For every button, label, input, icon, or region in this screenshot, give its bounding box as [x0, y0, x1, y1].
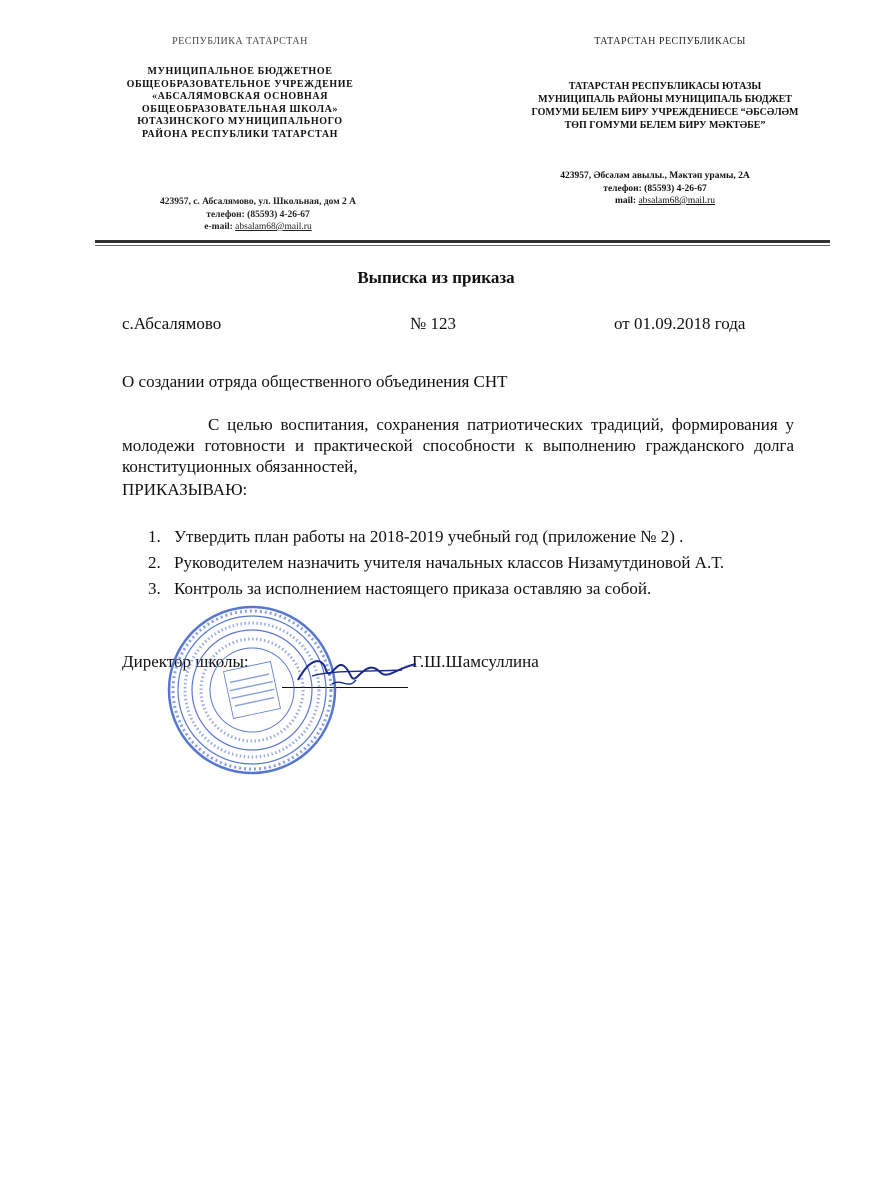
header-left-org [90, 66, 390, 141]
document-subject: О создании отряда общественного объединения СНТ [122, 372, 508, 391]
header-left-email-label: e-mail: [204, 222, 233, 232]
header-right-republic: ТАТАРСТАН РЕСПУБЛИКАСЫ [594, 36, 746, 47]
document-preamble: С целью воспитания, сохранения патриотических традиций, формирования у молодежи готовности и практической способности к выполнению гражданского долга конституционных обязанностей, [122, 415, 794, 476]
header-left-contacts [118, 196, 398, 234]
order-word: ПРИКАЗЫВАЮ: [122, 480, 248, 499]
header-left-republic: РЕСПУБЛИКА ТАТАРСТАН [172, 36, 308, 47]
item-text: Руководителем назначить учителя начальных классов Низамутдиновой А.Т. [174, 553, 725, 572]
header-left-email-link[interactable]: absalam68@mail.ru [235, 222, 312, 232]
document-title: Выписка из приказа [357, 268, 515, 287]
order-items [148, 526, 796, 604]
org-line: «АБСАЛЯМОВСКАЯ ОСНОВНАЯ [151, 91, 329, 102]
document-number: № 123 [410, 314, 456, 333]
header-left-address: 423957, с. Абсалямово, ул. Школьная, дом 2 А [159, 197, 357, 207]
org-line: МУНИЦИПАЛЬНОЕ БЮДЖЕТНОЕ [147, 66, 333, 77]
org-line: ТАТАРСТАН РЕСПУБЛИКАСЫ ЮТАЗЫ [568, 81, 762, 92]
org-line: МУНИЦИПАЛЬ РАЙОНЫ МУНИЦИПАЛЬ БЮДЖЕТ [538, 94, 792, 105]
signer-title: Директор школы: [122, 652, 249, 671]
document-date: от 01.09.2018 года [614, 314, 746, 333]
header-left-phone: телефон: (85593) 4-26-67 [206, 209, 310, 220]
org-line: ТӨП ГОМУМИ БЕЛЕМ БИРУ МӘКТӘБЕ” [564, 120, 766, 131]
item-number: 1. [148, 527, 161, 546]
header-divider-thick [95, 240, 830, 243]
org-line: ЮТАЗИНСКОГО МУНИЦИПАЛЬНОГО [137, 116, 343, 127]
org-line: РАЙОНА РЕСПУБЛИКИ ТАТАРСТАН [141, 128, 339, 140]
header-right-email-link[interactable]: absalam68@mail.ru [638, 196, 716, 206]
org-line: ГОМУМИ БЕЛЕМ БИРУ УЧРЕЖДЕНИЕСЕ “ӘБСӘЛӘМ [531, 107, 799, 118]
signer-name: Г.Ш.Шамсуллина [412, 652, 539, 671]
header-divider-thin [95, 245, 830, 246]
list-item [148, 552, 796, 573]
item-text: Утвердить план работы на 2018-2019 учебный год (приложение № 2) . [174, 527, 684, 546]
header-right-address: 423957, Әбсәләм авылы., Мәктәп урамы, 2А [560, 171, 750, 181]
org-line: ОБЩЕОБРАЗОВАТЕЛЬНАЯ ШКОЛА» [141, 103, 339, 115]
header-right-email-label: mail: [614, 196, 637, 206]
item-number: 2. [148, 553, 161, 572]
header-right-org [500, 80, 830, 132]
header-right-contacts [505, 170, 805, 208]
list-item [148, 578, 796, 599]
item-number: 3. [148, 579, 161, 598]
signature-icon [292, 650, 422, 694]
item-text: Контроль за исполнением настоящего приказа оставляю за собой. [174, 579, 652, 598]
header-right-phone: телефон: (85593) 4-26-67 [603, 183, 707, 194]
list-item [148, 526, 796, 547]
org-line: ОБЩЕОБРАЗОВАТЕЛЬНОЕ УЧРЕЖДЕНИЕ [126, 78, 354, 90]
document-place: с.Абсалямово [122, 314, 222, 333]
